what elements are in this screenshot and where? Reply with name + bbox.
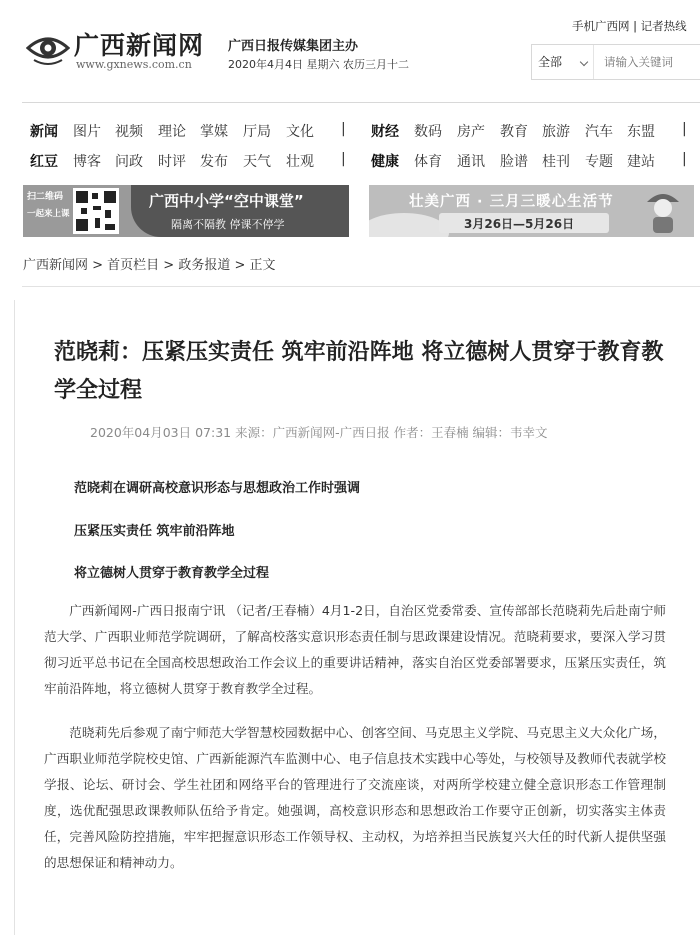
nav-item[interactable]: 桂刊 (542, 154, 570, 170)
organizer-text: 广西日报传媒集团主办 (228, 39, 359, 54)
breadcrumb-divider (22, 286, 700, 287)
article-subhead: 范晓莉在调研高校意识形态与思想政治工作时强调 (74, 481, 361, 496)
nav-item[interactable]: 理论 (158, 124, 186, 140)
nav-separator: | (341, 121, 346, 137)
banner-title: 壮美广西 · 三月三暖心生活节 (409, 194, 614, 210)
nav-separator: | (341, 151, 346, 167)
banner-title: 广西中小学“空中课堂” (149, 192, 304, 210)
search-box (531, 44, 700, 80)
banner-scan-text-2: 一起来上课 (27, 209, 70, 219)
nav-item[interactable]: 数码 (414, 124, 442, 140)
banner-subtitle: 隔离不隔教 停课不停学 (171, 218, 285, 231)
chevron-down-icon (580, 58, 588, 66)
nav-item[interactable]: 发布 (200, 154, 228, 170)
nav-item[interactable]: 文化 (286, 124, 314, 140)
nav-item[interactable]: 视频 (115, 124, 143, 140)
nav-item[interactable]: 教育 (500, 124, 528, 140)
nav-item[interactable]: 东盟 (627, 124, 655, 140)
nav-item[interactable]: 建站 (627, 154, 655, 170)
nav-item[interactable]: 时评 (158, 154, 186, 170)
nav-item[interactable]: 博客 (73, 154, 101, 170)
header-divider (22, 102, 700, 103)
site-header (0, 0, 700, 100)
nav-separator: | (682, 121, 687, 137)
nav-item[interactable]: 通讯 (457, 154, 485, 170)
banner-air-classroom[interactable] (23, 185, 349, 237)
nav-item[interactable]: 掌媒 (200, 124, 228, 140)
breadcrumb[interactable]: 广西新闻网 > 首页栏目 > 政务报道 > 正文 (23, 258, 276, 273)
nav-item[interactable]: 专题 (585, 154, 613, 170)
qr-code-icon (73, 188, 119, 234)
nav-item[interactable]: 汽车 (585, 124, 613, 140)
nav-item[interactable]: 脸谱 (500, 154, 528, 170)
nav-item[interactable]: 红豆 (30, 154, 58, 170)
nav-item[interactable]: 体育 (414, 154, 442, 170)
nav-item[interactable]: 房产 (457, 124, 485, 140)
nav-item[interactable]: 问政 (115, 154, 143, 170)
banner-sanyuesan-festival[interactable] (369, 185, 694, 237)
site-name: 广西新闻网 (74, 31, 205, 60)
search-input[interactable] (596, 45, 700, 79)
nav-item[interactable]: 旅游 (542, 124, 570, 140)
article-paragraph: 广西新闻网-广西日报南宁讯 （记者/王春楠）4月1-2日，自治区党委常委、宣传部部长范晓莉先后赴南宁师范大学、广西职业师范学院调研，了解高校落实意识形态责任制与思政课建设情况。范晓莉要求，要深入学习贯彻习近平总书记在全国高校思想政治工作会议上的重要讲话精神，落实自治区党委部署要求，压紧压实责任，筑牢前沿阵地，将立德树人贯穿于教育教学全过程。 (44, 603, 666, 696)
nav-item[interactable]: 图片 (73, 124, 101, 140)
nav-item[interactable]: 厅局 (243, 124, 271, 140)
banner-scan-text: 扫二维码 (27, 192, 64, 202)
article-paragraph: 范晓莉先后参观了南宁师范大学智慧校园数据中心、创客空间、马克思主义学院、马克思主义大众化广场，广西职业师范学院校史馆、广西新能源汽车监测中心、电子信息技术实践中心等处，与校领导及教师代表就学校学报、论坛、研讨会、学生社团和网络平台的管理进行了交流座谈，对两所学校建立健全意识形态工作管理制度，选优配强思政课教师队伍给予肯定。她强调，高校意识形态和思想政治工作要守正创新，切实落实主体责任，完善风险防控措施，牢牢把握意识形态工作领导权、主动权，为培养担当民族复兴大任的时代新人提供坚强的思想保证和精神动力。 (44, 725, 666, 870)
nav-item[interactable]: 壮观 (286, 154, 314, 170)
article-subhead: 压紧压实责任 筑牢前沿阵地 (74, 524, 235, 539)
banner-dates: 3月26日—5月26日 (464, 217, 575, 231)
search-scope-label: 全部 (538, 55, 563, 69)
nav-item[interactable]: 健康 (371, 154, 399, 170)
site-url: www.gxnews.com.cn (76, 58, 192, 71)
nav-item[interactable]: 新闻 (30, 124, 58, 140)
nav-item[interactable]: 财经 (371, 124, 399, 140)
current-date: 2020年4月4日 星期六 农历三月十二 (228, 58, 409, 71)
article-title: 范晓莉：压紧压实责任 筑牢前沿阵地 将立德树人贯穿于教育教学全过程 (54, 340, 664, 403)
article-subhead: 将立德树人贯穿于教育教学全过程 (74, 566, 270, 581)
page-left-border (14, 300, 15, 935)
site-logo[interactable] (26, 24, 216, 80)
banner-hill-decoration (369, 213, 449, 237)
eye-logo-icon (26, 28, 70, 68)
top-links[interactable]: 手机广西网 | 记者热线 (572, 19, 687, 33)
article-meta: 2020年04月03日 07:31 来源：广西新闻网-广西日报 作者：王春楠 编辑：韦幸文 (90, 425, 548, 440)
search-scope-select[interactable] (532, 45, 594, 79)
nav-item[interactable]: 天气 (243, 154, 271, 170)
nav-separator: | (682, 151, 687, 167)
mascot-figure-icon (641, 188, 685, 234)
